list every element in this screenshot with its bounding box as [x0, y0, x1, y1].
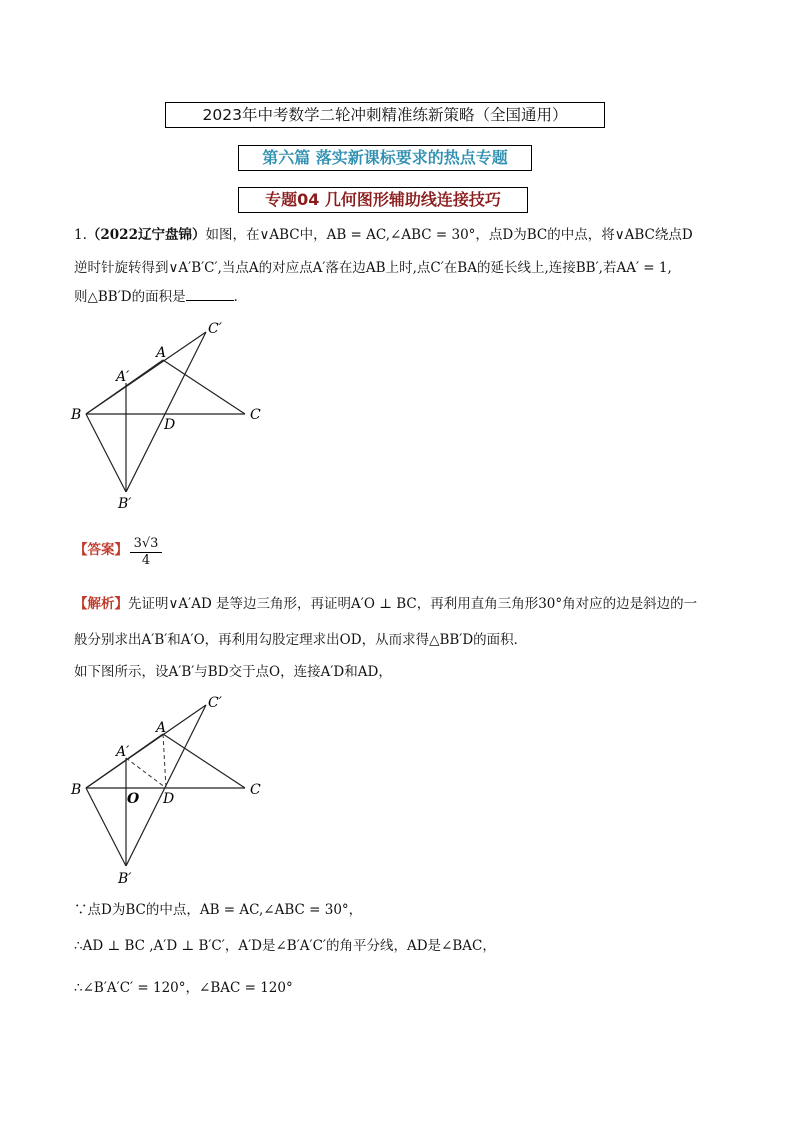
problem-text-1: 如图，在∨ABC中，AB = AC,∠ABC = 30°，点D为BC的中点，将∨ABC绕点D: [205, 227, 693, 243]
answer-fraction: [130, 536, 162, 568]
answer-numerator: 3√3: [130, 536, 162, 553]
problem-number: 1.: [74, 227, 87, 243]
fig1-label-b: B: [71, 407, 82, 423]
fig2-label-a: A: [156, 720, 167, 736]
topic-title: 专题04 几何图形辅助线连接技巧: [238, 187, 528, 213]
solution-step-1: [74, 897, 724, 924]
fig2-label-b-prime: B′: [118, 871, 132, 887]
answer-label: [74, 537, 724, 564]
fig1-label-b-prime: B′: [118, 496, 132, 512]
fig2-label-d: D: [163, 791, 175, 807]
fig2-label-c-prime: C′: [208, 695, 222, 711]
fig2-label-a-prime: A′: [116, 744, 130, 760]
fig1-label-a-prime: A′: [116, 369, 130, 385]
analysis-line-3: 如下图所示，设A′B′与BD交于点O，连接A′D和AD，: [74, 664, 392, 680]
answer-blank: [186, 286, 234, 301]
analysis-line-2: 般分别求出A′B′和A′O，再利用勾股定理求出OD，从而求得△BB′D的面积．: [74, 632, 528, 648]
problem-line-3: [74, 284, 724, 311]
solution-step-2: ∴AD ⊥ BC ,A′D ⊥ B′C′，A′D是∠B′A′C′的角平分线，AD是∠BAC，: [74, 938, 496, 954]
fig2-label-b: B: [71, 782, 82, 798]
answer-label-text: 【答案】: [74, 542, 128, 558]
fig2-label-o: O: [127, 791, 140, 807]
fig1-label-c: C: [250, 407, 261, 423]
problem-text-3-end: ．: [233, 289, 248, 305]
problem-source: （2022辽宁盘锦）: [86, 227, 206, 243]
document-title: 2023年中考数学二轮冲刺精准练新策略（全国通用）: [165, 102, 605, 128]
part-title: 第六篇 落实新课标要求的热点专题: [238, 145, 532, 171]
solution-step-1-text: ∵点D为BC的中点，AB = AC,∠ABC = 30°，: [74, 902, 363, 918]
problem-line-2: 逆时针旋转得到∨A′B′C′,当点A的对应点A′落在边AB上时,点C′在BA的延长线上,连接BB′,若AA′ = 1,: [74, 260, 672, 276]
problem-line-1: [74, 222, 724, 249]
figure-2: [60, 690, 280, 895]
solution-step-3: ∴∠B′A′C′ = 120°，∠BAC = 120°: [74, 980, 293, 996]
analysis-line-1: [74, 591, 724, 618]
fig1-label-a: A: [156, 345, 167, 361]
fig1-label-c-prime: C′: [208, 321, 222, 337]
analysis-label: 【解析】: [74, 596, 128, 612]
problem-text-3: 则△BB′D的面积是: [74, 289, 186, 305]
figure-1: [60, 315, 280, 520]
fig2-label-c: C: [250, 782, 261, 798]
fig1-label-d: D: [164, 417, 176, 433]
answer-denominator: 4: [141, 553, 151, 568]
analysis-text-1: 先证明∨A′AD 是等边三角形，再证明A′O ⊥ BC，再利用直角三角形30°角对应的边是斜边的一: [128, 596, 698, 612]
